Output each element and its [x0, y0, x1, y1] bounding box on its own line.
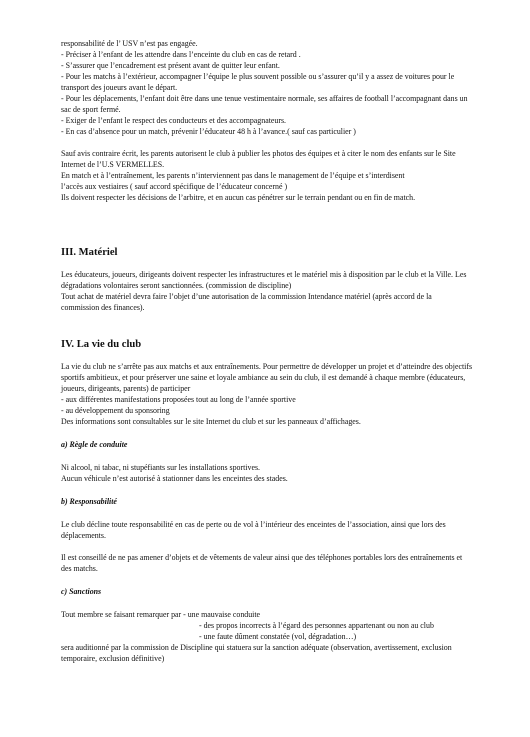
text-line: dégradations volontaires seront sanctionnées. (commission de discipline): [61, 281, 292, 290]
text-line: sportifs ambitieux, et pour préserver une saine et loyale ambiance au sein du club, il est demandé à chaque membre (éducateurs,: [61, 373, 466, 382]
text-line: commission des finances).: [61, 303, 145, 312]
text-line: Tout achat de matériel devra faire l’objet d’une autorisation de la commission Intendance matériel (après accord de la: [61, 292, 432, 301]
section-heading-vie-du-club: IV. La vie du club: [61, 339, 142, 350]
list-item: - Préciser à l’enfant de les attendre dans l’enceinte du club en cas de retard .: [61, 50, 301, 59]
list-item: - au développement du sponsoring: [61, 406, 170, 415]
text-line: l’accès aux vestiaires ( sauf accord spécifique de l’éducateur concerné ): [61, 182, 288, 191]
list-item: - En cas d’absence pour un match, prévenir l’éducateur 48 h à l’avance.( sauf cas particulier ): [61, 127, 356, 136]
list-item: - une faute dûment constatée (vol, dégradation…): [199, 632, 357, 641]
text-line: des matchs.: [61, 564, 98, 573]
list-item: - des propos incorrects à l’égard des personnes appartenant ou non au club: [199, 621, 434, 630]
text-line: Ni alcool, ni tabac, ni stupéfiants sur les installations sportives.: [61, 463, 260, 472]
text-line: Aucun véhicule n’est autorisé à stationner dans les enceintes des stades.: [61, 474, 288, 483]
list-item: - S’assurer que l’encadrement est présent avant de quitter leur enfant.: [61, 61, 280, 70]
list-item: - Pour les matchs à l’extérieur, accompagner l’équipe le plus souvent possible ou s’assurer qu’il y a assez de voitures pour le: [61, 72, 455, 81]
text-line: temporaire, exclusion définitive): [61, 654, 165, 663]
subsection-title-conduite: a) Règle de conduite: [61, 440, 128, 449]
text-line: Les éducateurs, joueurs, dirigeants doivent respecter les infrastructures et le matériel mis à disposition par le club et la Ville. Les: [61, 270, 467, 279]
text-line: déplacements.: [61, 531, 106, 540]
text-line: sac de sport fermé.: [61, 105, 121, 114]
text-line: Tout membre se faisant remarquer par - une mauvaise conduite: [61, 610, 261, 619]
text-line: joueurs, dirigeants, parents) de participer: [61, 384, 191, 393]
subsection-title-sanctions: c) Sanctions: [61, 587, 102, 596]
text-line: Il est conseillé de ne pas amener d’objets et de vêtements de valeur ainsi que des téléphones portables lors des entraînements et: [61, 553, 463, 562]
text-line: Internet de l’U.S VERMELLES.: [61, 160, 165, 169]
text-line: En match et à l’entraînement, les parents n’interviennent pas dans le management de l’équipe et s’interdisent: [61, 171, 405, 180]
subsection-title-responsabilite: b) Responsabilité: [61, 497, 117, 506]
list-item: - aux différentes manifestations proposées tout au long de l’année sportive: [61, 395, 296, 404]
list-item: - Exiger de l’enfant le respect des conducteurs et des accompagnateurs.: [61, 116, 287, 125]
text-line: Des informations sont consultables sur le site Internet du club et sur les panneaux d’affichages.: [61, 417, 361, 426]
section-heading-materiel: III. Matériel: [61, 247, 118, 258]
list-item: - Pour les déplacements, l’enfant doit être dans une tenue vestimentaire normale, ses affaires de football l’accompagnant dans un: [61, 94, 468, 103]
text-line: sera auditionné par la commission de Discipline qui statuera sur la sanction adéquate (observation, avertissement, exclusion: [61, 643, 452, 652]
text-line: transport des joueurs avant le départ.: [61, 83, 178, 92]
text-line: Le club décline toute responsabilité en cas de perte ou de vol à l’intérieur des enceintes de l’association, ainsi que lors des: [61, 520, 446, 529]
text-line: responsabilité de l’ USV n’est pas engagée.: [61, 39, 198, 48]
text-line: Ils doivent respecter les décisions de l’arbitre, et en aucun cas pénétrer sur le terrain pendant ou en fin de match.: [61, 193, 416, 202]
text-line: La vie du club ne s’arrête pas aux matchs et aux entraînements. Pour permettre de développer un projet et d’atteindre des objectifs: [61, 362, 473, 371]
text-line: Sauf avis contraire écrit, les parents autorisent le club à publier les photos des équipes et à citer le nom des enfants sur le Site: [61, 149, 456, 158]
